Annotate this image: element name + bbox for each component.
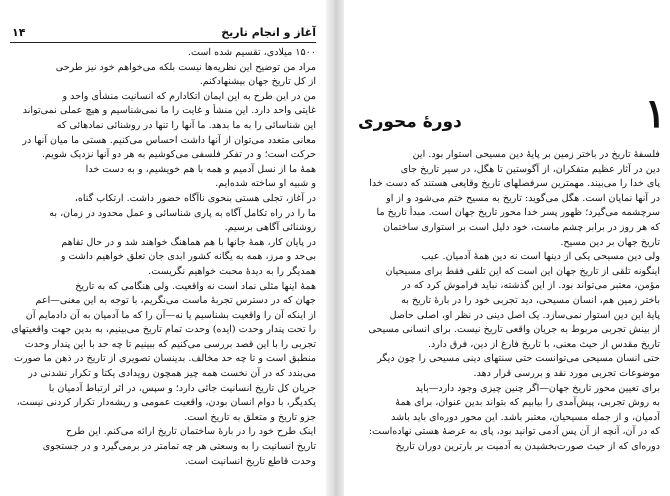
text-line: که هر روز در برابر چشم ماست، خود دلیل است بر استواری ساختمان	[383, 221, 660, 233]
text-line: و شبیه او ساخته شده‌ایم.	[215, 178, 316, 190]
text-line: را تحت پندار وحدت (ایده) وحدت تمام تاریخ می‌بینیم، به بدین جهت واقعیتهای	[11, 324, 316, 336]
text-line: همهٔ اینها مثلی نماد است نه واقعیت. ولی هنگامی که به تاریخ	[75, 280, 316, 292]
text-line: سرچشمه می‌گیرد؛ ظهور پسر خدا محور تاریخ جهان است. مبدأ تاریخ ما	[376, 207, 660, 219]
text-line: معانی متعدد می‌توان از آنها داشت احساس می‌کنیم. هستی ما میان آنها در	[22, 134, 316, 146]
chapter-title: دورهٔ محوری	[358, 112, 462, 132]
text-line: تاریخ جهان بر دین مسیح.	[560, 236, 660, 248]
left-page	[0, 0, 326, 496]
text-line: تجربی را با این قصد بررسی می‌کنیم که ببینیم تا چه حد با این پندار وحدت	[24, 338, 316, 350]
text-line: حرکت است؛ و در تفکر فلسفی می‌کوشیم به هر دو آنها نزدیک شویم.	[41, 149, 316, 161]
text-line: مؤمن، معتبر می‌تواند بود. از این گذشته، نباید فراموش کرد که در	[401, 280, 660, 292]
text-line: همدیگر را به دیدهٔ محبت خواهیم نگریست.	[148, 265, 316, 277]
text-line: دین در آثار عظیم متفکران، از آگوستین تا هگل، در سیر تاریخ جای	[400, 163, 660, 175]
text-line: برای تعیین محور تاریخ جهان—اگر چنین چیزی وجود دارد—باید	[415, 382, 660, 394]
text-line: پای خدا را می‌بیند. مهمترین سرفصلهای تاریخ وقایعی هستند که دست خدا	[369, 178, 660, 190]
text-line: به روش تجربی، پیش‌آمدی را بیابیم که بتواند بدین عنوان، برای همهٔ	[395, 397, 660, 409]
text-line: حتی انسان مسیحی می‌توانست حتی سنتهای دینی مسیحی را چون دیگر	[377, 353, 660, 365]
text-line: از کل تاریخ جهان بیشنهادکنم.	[199, 76, 316, 88]
text-line: اینگونه تلقی از تاریخ جهان این است که این تلقی فقط برای مسیحیان	[385, 265, 660, 277]
text-line: اینک طرح خود را در بارهٔ ساختمان تاریخ ارائه می‌کنم. این طرح	[65, 426, 316, 438]
text-line: همهٔ ما از نسل آدمیم و همه با هم خویشیم، و به دست خدا	[85, 163, 316, 175]
text-line: از اینکه آن را واقعیت بشناسیم یا نه—آن را که ما آدمیان به آن دادمایم آن	[25, 309, 316, 321]
text-line: تاریخ مقدس از حیث معنی، با تاریخ فارغ از دین، فرق دارد.	[427, 338, 660, 350]
text-line: من در این طرح به این ایمان اتکادارم که انسانیت منشأی واحد و	[62, 90, 316, 102]
text-line: جزو تاریخ و متعلق به تاریخ است.	[184, 411, 316, 423]
text-line: می‌بندد که در آن نخست همه چیز همچون رویدادی یکتا و تکرار نشدنی در	[28, 368, 316, 380]
right-page	[344, 0, 670, 496]
text-line: بی‌حد و مرز، همه به یگانه کشور ابدی جان تعلق خواهیم داشت و	[60, 251, 316, 263]
running-header-title: آغاز و انجام تاریخ	[221, 26, 316, 39]
running-header	[10, 26, 316, 43]
text-line: موضوعات تجربی مورد نقد و بررسی قرار دهد.	[473, 367, 660, 379]
text-line: ولی دین مسیحی یکی از دینها است نه دین همهٔ آدمیان. عیب	[421, 251, 660, 263]
text-line: دوره‌ای که از حیث صورت‌بخشیدن به آدمیت بر بارترین دوران تاریخ	[395, 440, 660, 452]
book-gutter	[326, 0, 344, 496]
text-line: پایهٔ این دین استوار نمی‌سازد. یک اصل دینی در نظر او، اصلی حاصل	[389, 309, 660, 321]
text-line: این شناسائی را به ما بدهد. ما آنها را تنها در روشنائی نمادهائی که	[56, 119, 316, 131]
text-line: آدمیان، و از جمله مسیحیان، معتبر باشد. این محور دوره‌ای باید باشد	[391, 411, 660, 423]
chapter-number: ۱	[644, 90, 666, 137]
text-line: در آنها نمایان است. هگل می‌گوید: تاریخ به مسیح ختم می‌شود و از او	[386, 192, 660, 204]
text-line: مراد من توضیح این نظریه‌ها نیست بلکه می‌خواهم خود نیز طرحی	[55, 61, 316, 73]
text-line: باختر زمین هم، انسان مسیحی، دید تجربی خود را در بارهٔ تاریخ به	[401, 294, 660, 306]
text-line: ما را در راه تکامل آگاه به پاری شناسائی و عمل محدود در زمان، به	[49, 207, 316, 219]
text-line: فلسفهٔ تاریخ در باختر زمین بر پایهٔ دین مسیحی استوار بود. این	[412, 149, 660, 160]
text-line: یکدیگر، با دوام انسان بودن، واقعیت عمومی و ریشه‌دار تکرار کردنی نیست،	[16, 397, 316, 409]
right-page-body	[350, 148, 660, 454]
text-line: ۱۵۰۰ میلادی، تقسیم شده است.	[187, 47, 316, 58]
text-line: روشنائی آگاهی برسیم.	[224, 222, 316, 234]
text-line: غایتی واحد دارد. این منشأ و غایت را ما نمی‌شناسیم و هیچ عملی نمی‌تواند	[22, 105, 316, 117]
text-line: تاریخ انسانیت را به وسعتی هر چه تمامتر در برمی‌گیرد و در جستجوی	[42, 441, 316, 453]
text-line: جریان کل تاریخ انسانیت جائی دارد؛ و سپس، در اثر ارتباط آدمیان با	[48, 382, 316, 394]
text-line: در پایان کار، همهٔ جانها با هم هماهنگ خواهند شد و در حال تفاهم	[61, 236, 316, 248]
text-line: که در آن، آنچه از آن پس آدمی توانید بود، پای به عرصهٔ هستی نهاده‌است:	[368, 426, 660, 438]
text-line: در آغاز، تجلی هستی بنحوی ناآگاه حضور داشت. ارتکاب گناه،	[74, 192, 316, 204]
text-line: از بینش تجربی مربوط به جریان واقعی تاریخ نیست. برای انسانی مسیحی	[368, 324, 660, 336]
left-page-body	[10, 46, 316, 469]
text-line: جهان که در دسترس تجربهٔ ماست می‌نگریم، با توجه به این معنی—اعم	[35, 295, 316, 307]
text-line: وحدت قاطع تاریخ انسانیت است.	[184, 455, 316, 467]
page-number: ۱۴	[12, 26, 26, 39]
text-line: منطبق است و تا چه حد مخالف. بدینسان تصویری از تاریخ در ذهن ما صورت	[13, 353, 316, 365]
